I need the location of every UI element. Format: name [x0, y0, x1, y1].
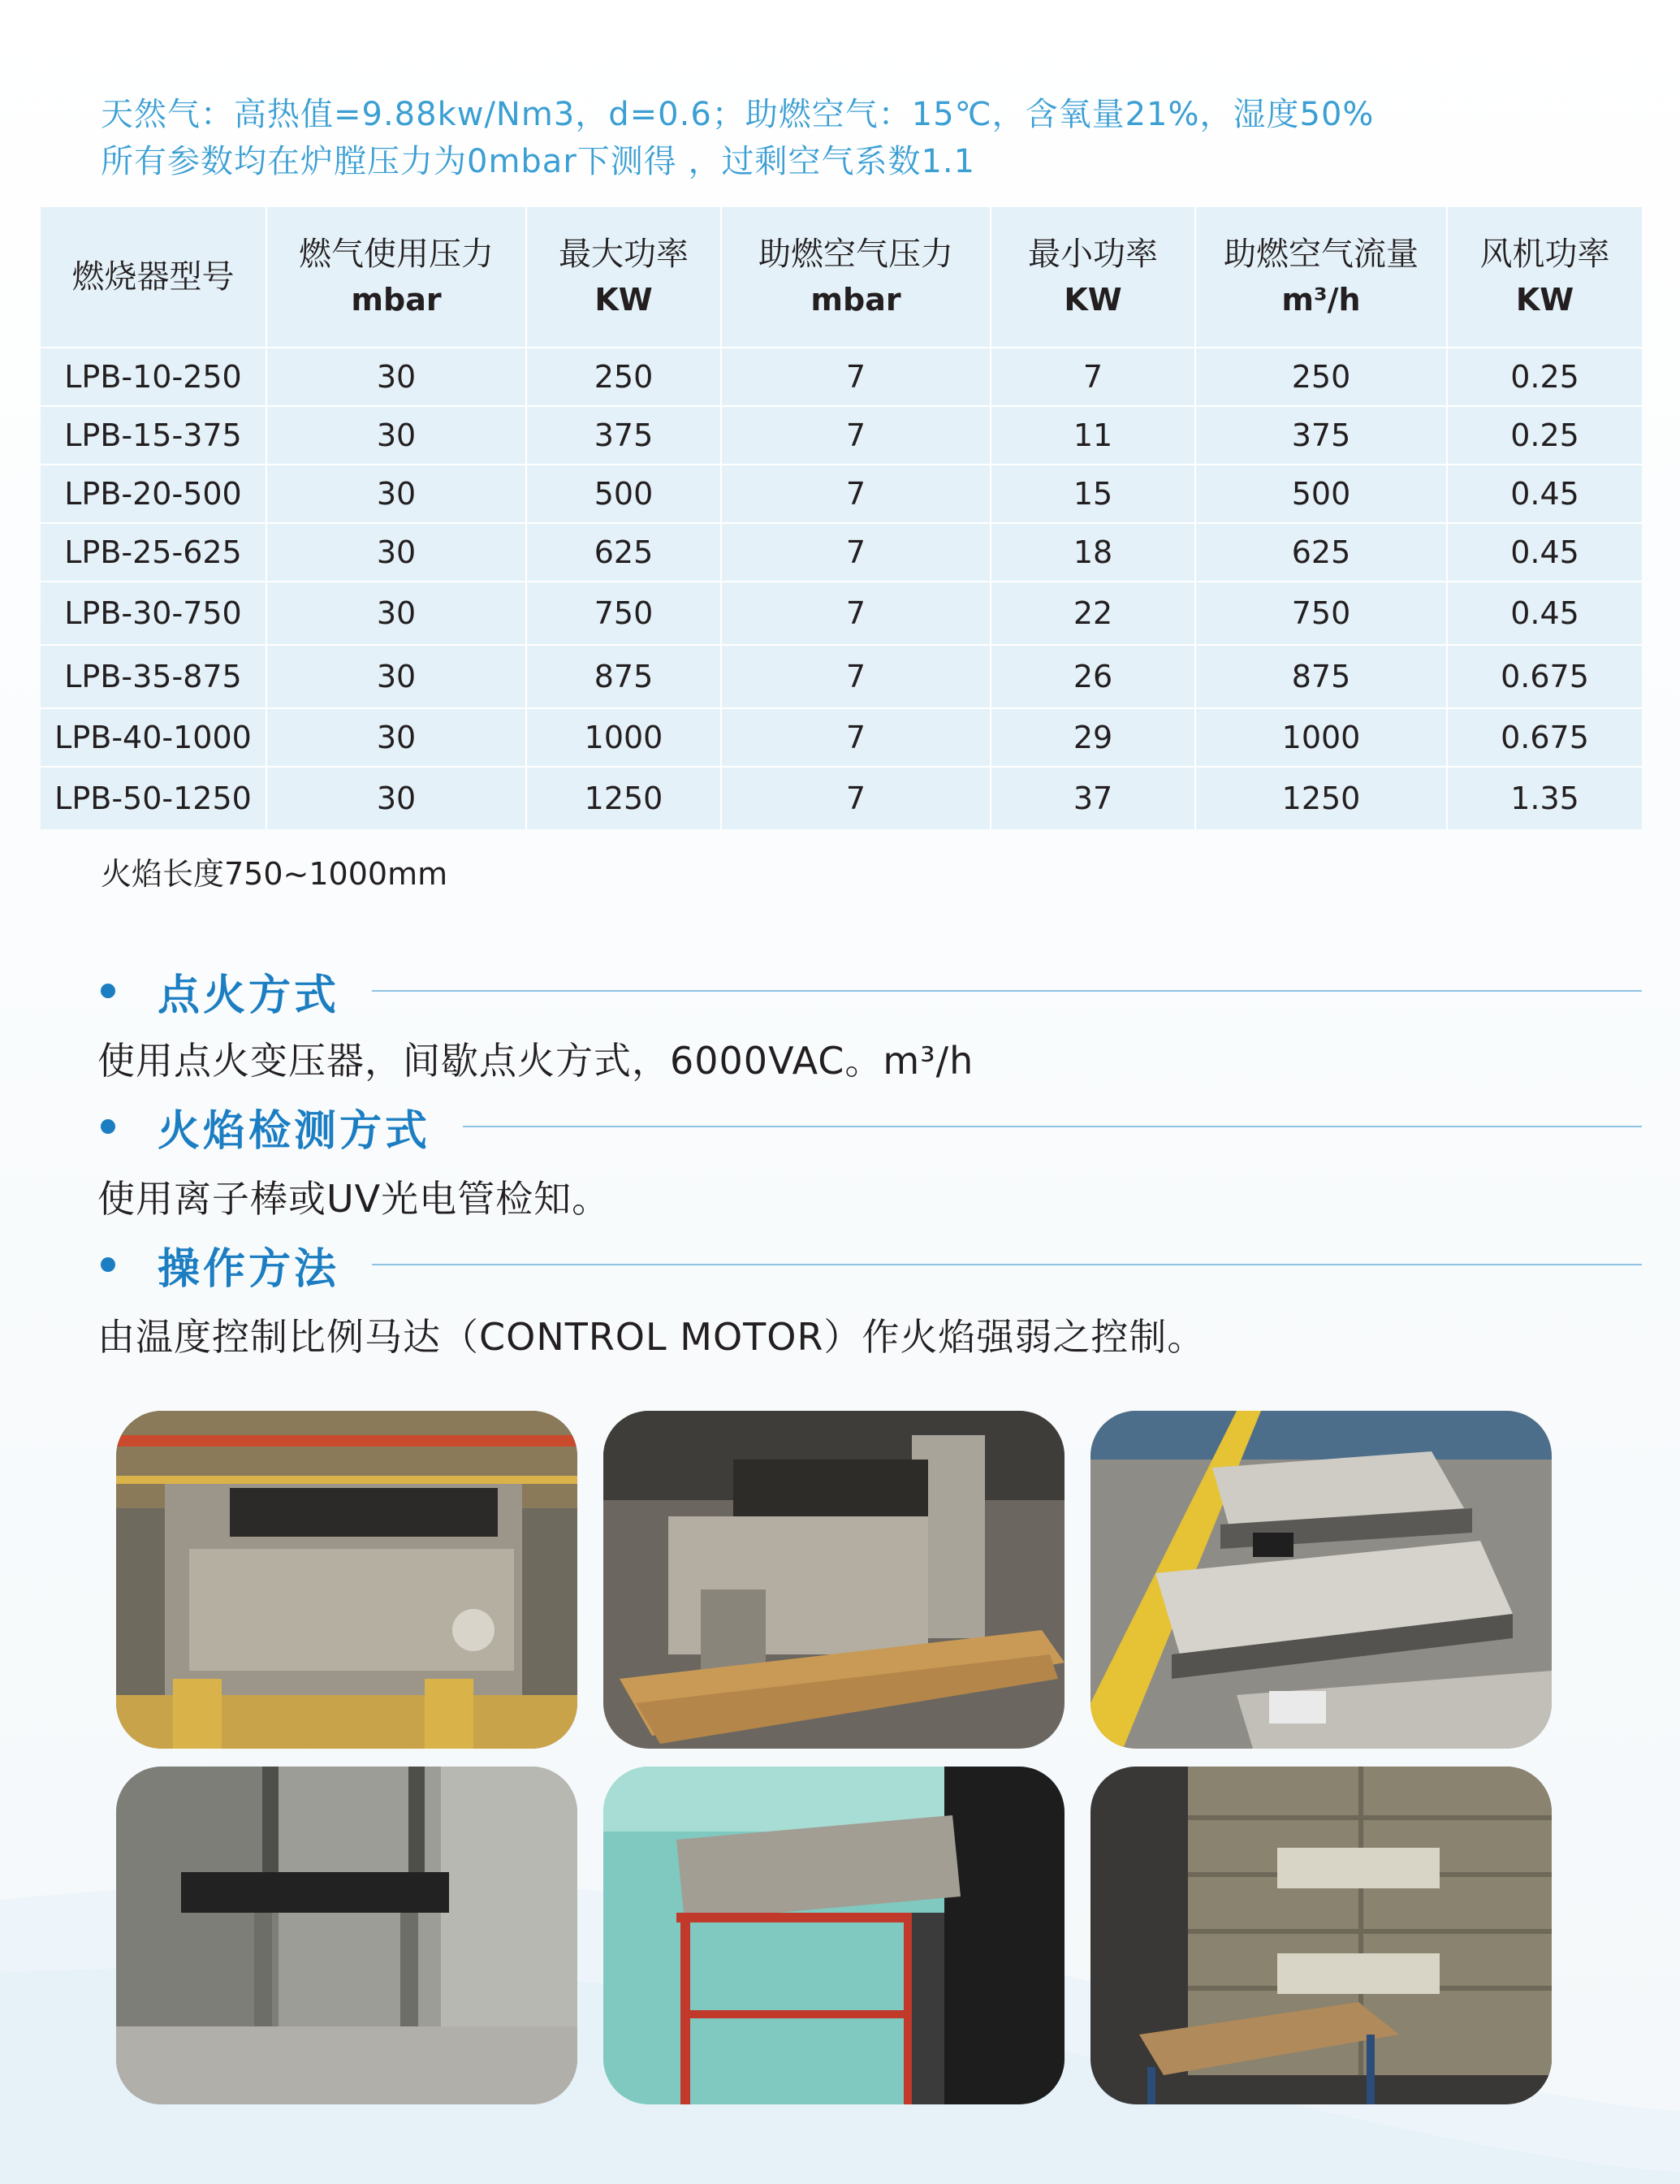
- cell-fan-power: 0.45: [1447, 582, 1642, 645]
- cell-air-pressure: 7: [721, 348, 991, 406]
- cell-air-flow: 875: [1195, 645, 1447, 708]
- cell-air-flow: 500: [1195, 465, 1447, 523]
- burner-installed-duct-photo: [116, 1767, 577, 2104]
- spec-table: [41, 207, 1642, 829]
- table-row: [41, 523, 1642, 582]
- burner-plates-floor-photo: [1090, 1411, 1552, 1749]
- bullet-dot-icon: [101, 1257, 115, 1272]
- burner-assembly-photo: [116, 1411, 577, 1749]
- table-row: [41, 767, 1642, 829]
- cell-min-power: 29: [991, 708, 1195, 767]
- table-row: [41, 645, 1642, 708]
- bullet-dot-icon: [101, 1119, 115, 1134]
- header-model: 燃烧器型号: [41, 207, 266, 348]
- cell-gas-pressure: 30: [266, 708, 526, 767]
- header-air-pressure: 助燃空气压力 mbar: [721, 207, 991, 348]
- cell-model: LPB-35-875: [41, 645, 266, 708]
- section-body-ignition: 使用点火变压器，间歇点火方式，6000VAC。m³/h: [97, 1039, 974, 1083]
- table-row: [41, 708, 1642, 767]
- cell-model: LPB-40-1000: [41, 708, 266, 767]
- cell-model: LPB-25-625: [41, 523, 266, 582]
- cell-gas-pressure: 30: [266, 645, 526, 708]
- section-title-detection: [101, 1101, 1642, 1156]
- cell-model: LPB-20-500: [41, 465, 266, 523]
- cell-max-power: 375: [526, 406, 721, 465]
- cell-air-pressure: 7: [721, 406, 991, 465]
- cell-fan-power: 0.675: [1447, 645, 1642, 708]
- cell-gas-pressure: 30: [266, 767, 526, 829]
- section-title-operation: [101, 1239, 1642, 1294]
- cell-max-power: 625: [526, 523, 721, 582]
- intro-line-1: 天然气：高热值=9.88kw/Nm3，d=0.6；助燃空气：15℃，含氧量21%，湿度50%: [101, 96, 1375, 133]
- cell-min-power: 15: [991, 465, 1195, 523]
- flame-length-note: 火焰长度750~1000mm: [101, 856, 448, 892]
- cell-fan-power: 0.45: [1447, 523, 1642, 582]
- cell-gas-pressure: 30: [266, 348, 526, 406]
- cell-fan-power: 0.25: [1447, 406, 1642, 465]
- cell-gas-pressure: 30: [266, 465, 526, 523]
- cell-min-power: 22: [991, 582, 1195, 645]
- table-row: [41, 582, 1642, 645]
- section-title-text: 火焰检测方式: [158, 1106, 431, 1156]
- bullet-dot-icon: [101, 984, 115, 998]
- header-min-power: 最小功率 KW: [991, 207, 1195, 348]
- cell-air-pressure: 7: [721, 708, 991, 767]
- section-divider: [463, 1126, 1642, 1127]
- cell-air-flow: 1000: [1195, 708, 1447, 767]
- section-divider: [372, 1264, 1642, 1265]
- cell-max-power: 1250: [526, 767, 721, 829]
- header-air-flow: 助燃空气流量 m³/h: [1195, 207, 1447, 348]
- cell-gas-pressure: 30: [266, 406, 526, 465]
- cell-fan-power: 0.25: [1447, 348, 1642, 406]
- table-row: [41, 406, 1642, 465]
- cell-air-pressure: 7: [721, 582, 991, 645]
- cell-model: LPB-30-750: [41, 582, 266, 645]
- cell-max-power: 750: [526, 582, 721, 645]
- burner-on-pallet-photo: [603, 1411, 1065, 1749]
- section-title-text: 点火方式: [158, 971, 340, 1020]
- cell-model: LPB-10-250: [41, 348, 266, 406]
- section-title-ignition: [101, 965, 1642, 1020]
- header-gas-pressure: 燃气使用压力 mbar: [266, 207, 526, 348]
- burner-wall-panel-photo: [1090, 1767, 1552, 2104]
- cell-gas-pressure: 30: [266, 523, 526, 582]
- cell-model: LPB-15-375: [41, 406, 266, 465]
- cell-max-power: 500: [526, 465, 721, 523]
- burner-on-red-stand-photo: [603, 1767, 1065, 2104]
- cell-min-power: 26: [991, 645, 1195, 708]
- cell-min-power: 37: [991, 767, 1195, 829]
- section-divider: [372, 990, 1642, 992]
- cell-min-power: 7: [991, 348, 1195, 406]
- header-max-power: 最大功率 KW: [526, 207, 721, 348]
- intro-line-2: 所有参数均在炉膛压力为0mbar下测得 ，过剩空气系数1.1: [101, 143, 976, 180]
- section-body-operation: 由温度控制比例马达（CONTROL MOTOR）作火焰强弱之控制。: [97, 1315, 1206, 1359]
- cell-air-flow: 375: [1195, 406, 1447, 465]
- cell-air-pressure: 7: [721, 465, 991, 523]
- cell-max-power: 875: [526, 645, 721, 708]
- cell-max-power: 250: [526, 348, 721, 406]
- cell-air-flow: 250: [1195, 348, 1447, 406]
- table-row: [41, 348, 1642, 406]
- section-title-text: 操作方法: [158, 1244, 340, 1294]
- section-body-detection: 使用离子棒或UV光电管检知。: [97, 1177, 611, 1221]
- cell-air-pressure: 7: [721, 767, 991, 829]
- cell-gas-pressure: 30: [266, 582, 526, 645]
- table-row: [41, 465, 1642, 523]
- intro-text: [101, 91, 1374, 185]
- cell-max-power: 1000: [526, 708, 721, 767]
- cell-fan-power: 0.45: [1447, 465, 1642, 523]
- header-fan-power: 风机功率 KW: [1447, 207, 1642, 348]
- cell-min-power: 18: [991, 523, 1195, 582]
- cell-air-flow: 1250: [1195, 767, 1447, 829]
- cell-air-pressure: 7: [721, 645, 991, 708]
- cell-air-flow: 625: [1195, 523, 1447, 582]
- cell-fan-power: 0.675: [1447, 708, 1642, 767]
- cell-fan-power: 1.35: [1510, 781, 1579, 816]
- cell-min-power: 11: [991, 406, 1195, 465]
- cell-air-flow: 750: [1195, 582, 1447, 645]
- cell-model: LPB-50-1250: [41, 767, 266, 829]
- table-header-row: [41, 207, 1642, 348]
- cell-air-pressure: 7: [721, 523, 991, 582]
